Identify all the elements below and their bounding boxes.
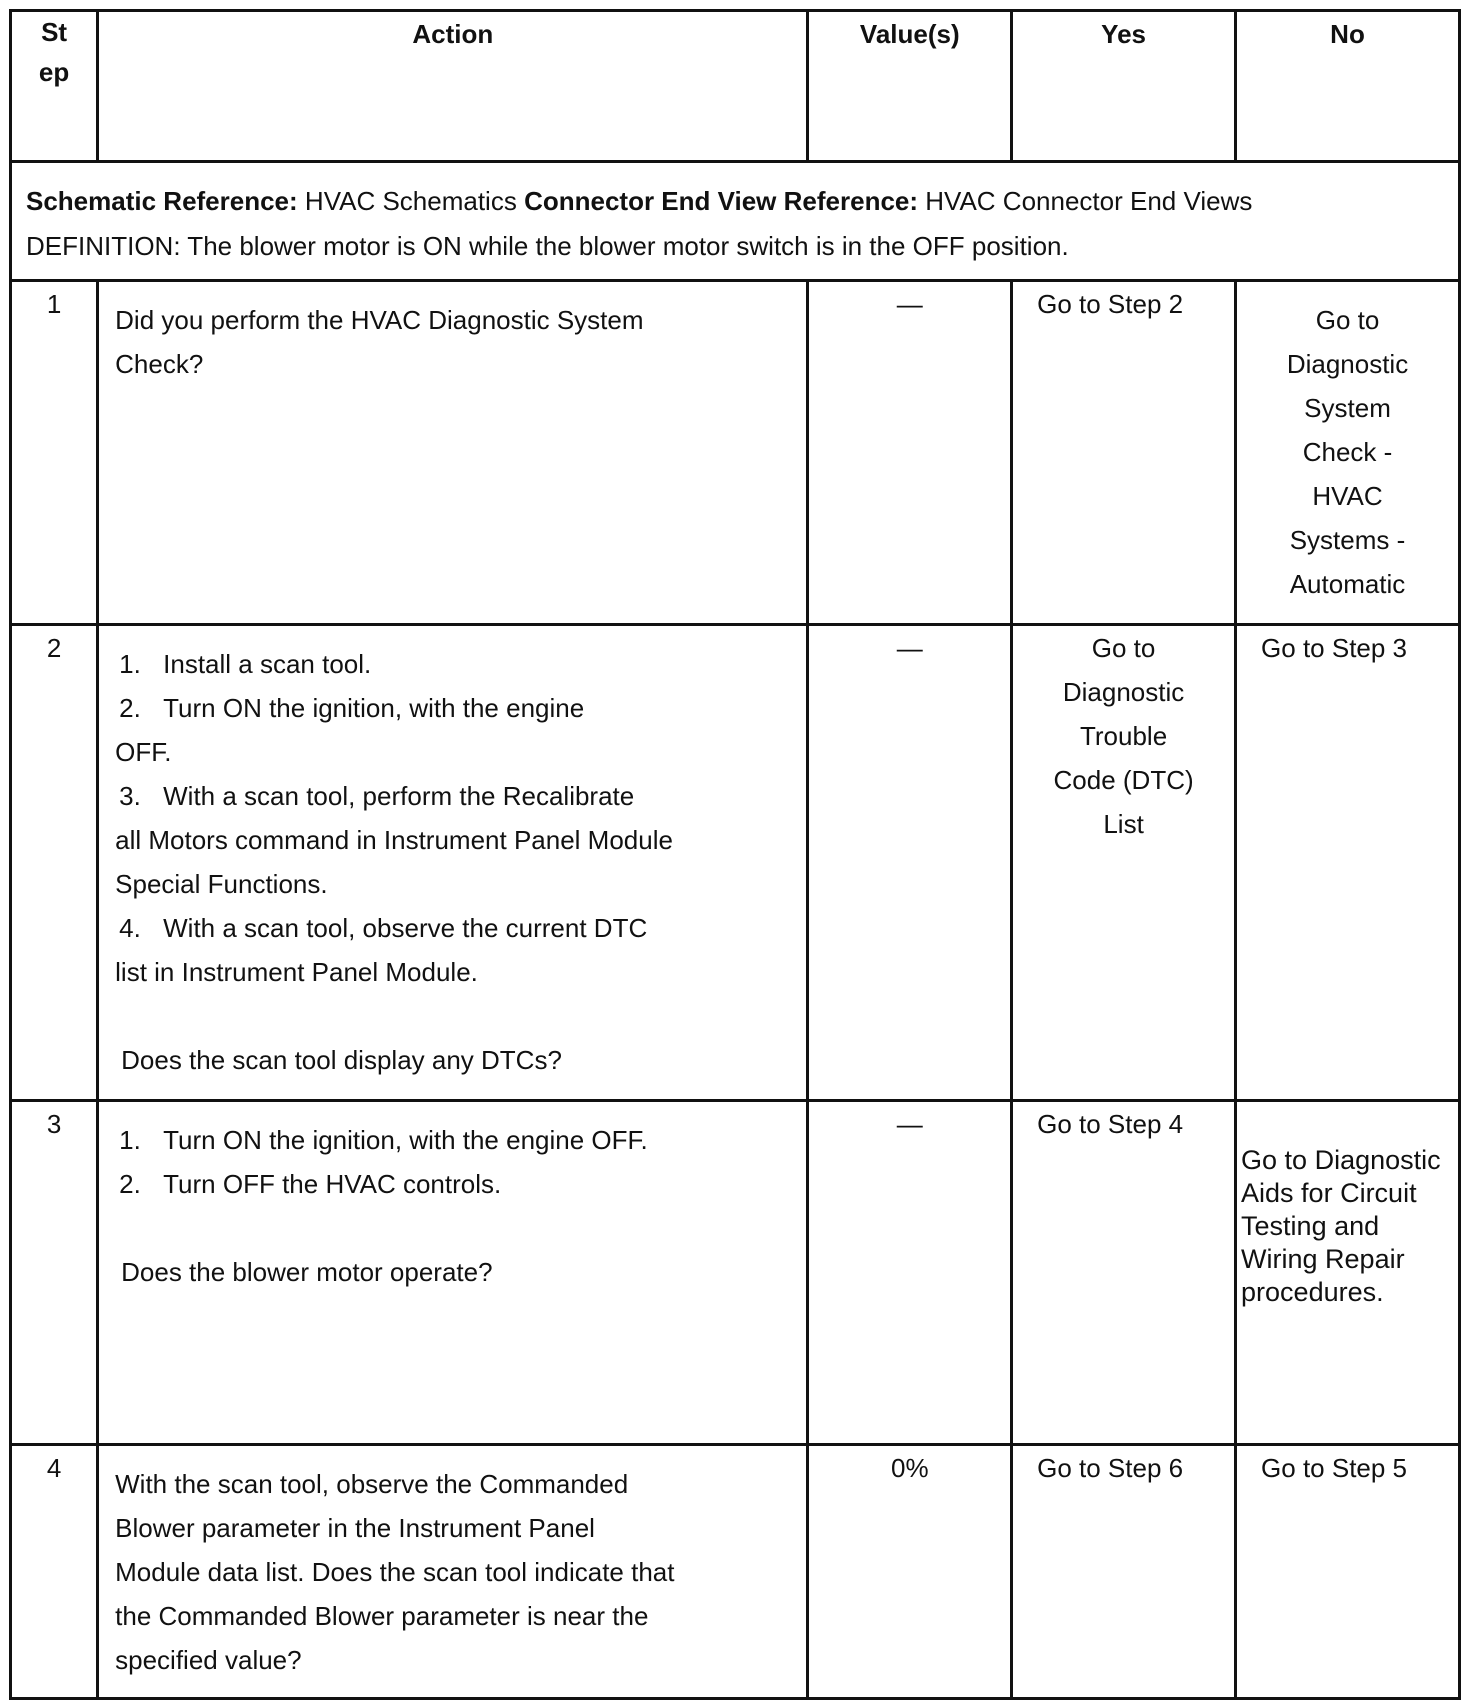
- action-line: Blower parameter in the Instrument Panel: [115, 1513, 595, 1543]
- header-step-line-1: St: [41, 17, 68, 47]
- connector-reference-value: HVAC Connector End Views: [925, 186, 1253, 216]
- yes-line: Go to: [1091, 633, 1156, 663]
- list-item: [115, 1118, 792, 1162]
- schematic-reference-value: HVAC Schematics: [304, 186, 517, 216]
- list-item-text: Install a scan tool.: [163, 649, 372, 679]
- yes-cell: [1012, 1101, 1236, 1445]
- list-item: [115, 906, 792, 950]
- no-line: Check -: [1302, 437, 1393, 467]
- list-item-continuation: Special Functions.: [115, 869, 328, 899]
- yes-line: Go to Step 2: [1037, 289, 1184, 319]
- list-item-text: Turn ON the ignition, with the engine: [163, 693, 585, 723]
- step-number: 1: [11, 281, 98, 625]
- list-item: [115, 642, 792, 686]
- list-item-number: 4.: [119, 913, 141, 943]
- no-cell: [1236, 1101, 1460, 1445]
- action-line: With the scan tool, observe the Commanded: [115, 1469, 629, 1499]
- no-line: Aids for Circuit: [1241, 1178, 1417, 1208]
- reference-line: [26, 179, 1444, 224]
- no-line: Wiring Repair: [1241, 1244, 1405, 1274]
- yes-cell: [1012, 1445, 1236, 1699]
- list-item-text: With a scan tool, observe the current DTC: [163, 913, 648, 943]
- value-cell: 0%: [808, 1445, 1012, 1699]
- list-item-continuation: list in Instrument Panel Module.: [115, 957, 478, 987]
- table-row: [11, 281, 1460, 625]
- no-line: Go to Diagnostic: [1241, 1145, 1441, 1175]
- yes-line: Go to Step 6: [1037, 1453, 1184, 1483]
- action-line: the Commanded Blower parameter is near the: [115, 1601, 649, 1631]
- no-line: Testing and: [1241, 1211, 1380, 1241]
- list-item-continuation: OFF.: [115, 737, 172, 767]
- spacer: [115, 994, 792, 1038]
- list-item-number: 2.: [119, 693, 141, 723]
- value-cell: —: [808, 625, 1012, 1101]
- action-line: Did you perform the HVAC Diagnostic System: [115, 305, 644, 335]
- action-line: Module data list. Does the scan tool indicate that: [115, 1557, 675, 1587]
- no-cell: [1236, 1445, 1460, 1699]
- list-item-number: 2.: [119, 1169, 141, 1199]
- no-line: procedures.: [1241, 1277, 1384, 1307]
- yes-line: Diagnostic: [1062, 677, 1185, 707]
- header-yes: Yes: [1012, 11, 1236, 162]
- table-row: [11, 1445, 1460, 1699]
- step-number: 4: [11, 1445, 98, 1699]
- list-item: [115, 774, 792, 818]
- table-header-row: [11, 11, 1460, 162]
- yes-line: Trouble: [1079, 721, 1168, 751]
- no-cell: [1236, 625, 1460, 1101]
- action-cell: [98, 1445, 808, 1699]
- yes-line: List: [1103, 809, 1144, 839]
- no-line: HVAC: [1312, 481, 1383, 511]
- step-number: 3: [11, 1101, 98, 1445]
- question-text: Does the blower motor operate?: [121, 1257, 493, 1287]
- diagnostic-table: [9, 9, 1461, 1700]
- action-cell: [98, 1101, 808, 1445]
- reference-row: [11, 162, 1460, 281]
- list-item-text: Turn OFF the HVAC controls.: [163, 1169, 502, 1199]
- list-item-number: 1.: [119, 649, 141, 679]
- table-row: [11, 1101, 1460, 1445]
- header-no: No: [1236, 11, 1460, 162]
- no-line: System: [1304, 393, 1391, 423]
- no-line: Systems -: [1289, 525, 1406, 555]
- yes-line: Go to Step 4: [1037, 1109, 1184, 1139]
- list-item-text: With a scan tool, perform the Recalibrate: [163, 781, 635, 811]
- list-item-continuation: all Motors command in Instrument Panel Module: [115, 825, 673, 855]
- list-item-number: 3.: [119, 781, 141, 811]
- yes-cell: [1012, 625, 1236, 1101]
- list-item: [115, 1162, 792, 1206]
- header-step: [11, 11, 98, 162]
- list-item-text: Turn ON the ignition, with the engine OFF.: [163, 1125, 648, 1155]
- no-line: Go to Step 5: [1261, 1453, 1408, 1483]
- table-row: [11, 625, 1460, 1101]
- action-cell: [98, 625, 808, 1101]
- question-text: Does the scan tool display any DTCs?: [121, 1045, 562, 1075]
- no-line: Go to Step 3: [1261, 633, 1408, 663]
- action-cell: [98, 281, 808, 625]
- connector-reference-label: Connector End View Reference:: [524, 186, 919, 216]
- action-line: specified value?: [115, 1645, 302, 1675]
- header-values: Value(s): [808, 11, 1012, 162]
- reference-cell: [11, 162, 1460, 281]
- value-cell: —: [808, 1101, 1012, 1445]
- header-action: Action: [98, 11, 808, 162]
- header-step-line-2: ep: [38, 57, 70, 87]
- no-line: Automatic: [1289, 569, 1406, 599]
- value-cell: —: [808, 281, 1012, 625]
- schematic-reference-label: Schematic Reference:: [26, 186, 298, 216]
- spacer: [115, 1206, 792, 1250]
- step-number: 2: [11, 625, 98, 1101]
- yes-line: Code (DTC): [1053, 765, 1194, 795]
- list-item-number: 1.: [119, 1125, 141, 1155]
- no-line: Go to: [1315, 305, 1380, 335]
- list-item: [115, 686, 792, 730]
- no-line: Diagnostic: [1286, 349, 1409, 379]
- action-line: Check?: [115, 349, 204, 379]
- yes-cell: [1012, 281, 1236, 625]
- no-cell: [1236, 281, 1460, 625]
- definition-text: DEFINITION: The blower motor is ON while the blower motor switch is in the OFF position.: [26, 231, 1069, 261]
